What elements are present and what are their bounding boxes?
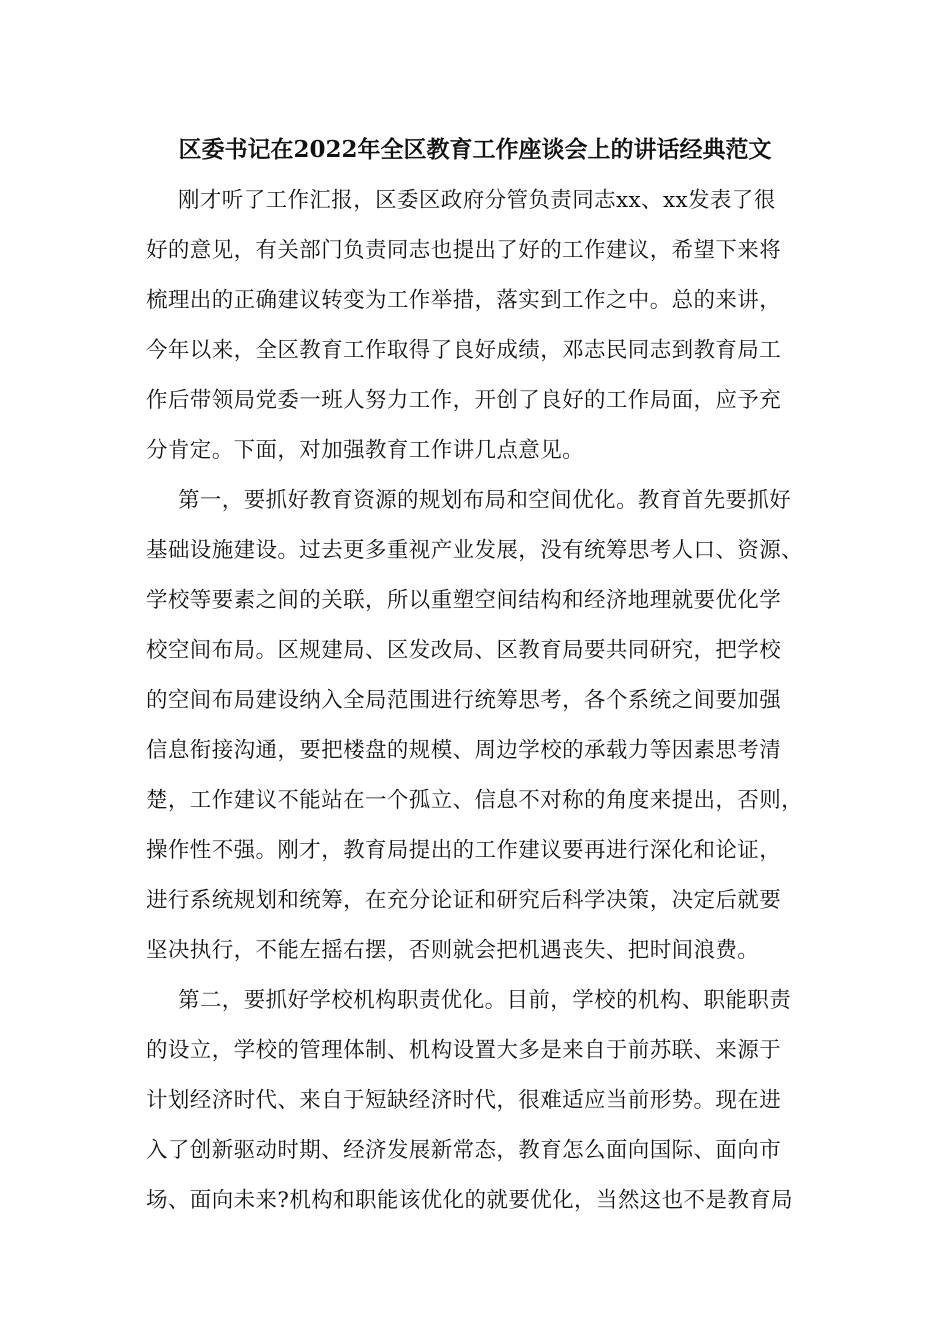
body-line: 好的意见，有关部门负责同志也提出了好的工作建议，希望下来将 — [146, 238, 782, 263]
body-line: 基础设施建设。过去更多重视产业发展，没有统筹思考人口、资源、 — [146, 538, 804, 563]
body-line: 第一，要抓好教育资源的规划布局和空间优化。教育首先要抓好 — [178, 488, 792, 513]
body-line: 刚才听了工作汇报，区委区政府分管负责同志xx、xx发表了很 — [178, 188, 776, 213]
body-line: 信息衔接沟通，要把楼盘的规模、周边学校的承载力等因素思考清 — [146, 738, 782, 763]
body-line: 今年以来，全区教育工作取得了良好成绩，邓志民同志到教育局工 — [146, 338, 782, 363]
body-line: 作后带领局党委一班人努力工作，开创了良好的工作局面，应予充 — [146, 388, 782, 413]
body-line: 坚决执行，不能左摇右摆，否则就会把机遇丧失、把时间浪费。 — [146, 938, 760, 963]
body-line: 计划经济时代、来自于短缺经济时代，很难适应当前形势。现在进 — [146, 1088, 782, 1113]
body-line: 第二，要抓好学校机构职责优化。目前，学校的机构、职能职责 — [178, 988, 792, 1013]
body-line: 分肯定。下面，对加强教育工作讲几点意见。 — [146, 438, 585, 463]
body-line: 学校等要素之间的关联，所以重塑空间结构和经济地理就要优化学 — [146, 588, 782, 613]
body-line: 梳理出的正确建议转变为工作举措，落实到工作之中。总的来讲， — [146, 288, 782, 313]
body-line: 的空间布局建设纳入全局范围进行统筹思考，各个系统之间要加强 — [146, 688, 782, 713]
body-line: 的设立，学校的管理体制、机构设置大多是来自于前苏联、来源于 — [146, 1038, 782, 1063]
body-line: 进行系统规划和统筹，在充分论证和研究后科学决策，决定后就要 — [146, 888, 782, 913]
body-line: 场、面向未来?机构和职能该优化的就要优化，当然这也不是教育局 — [146, 1188, 794, 1213]
body-line: 楚，工作建议不能站在一个孤立、信息不对称的角度来提出，否则， — [146, 788, 804, 813]
body-line: 入了创新驱动时期、经济发展新常态，教育怎么面向国际、面向市 — [146, 1138, 782, 1163]
document-title: 区委书记在2022年全区教育工作座谈会上的讲话经典范文 — [178, 136, 772, 163]
body-line: 校空间布局。区规建局、区发改局、区教育局要共同研究，把学校 — [146, 638, 782, 663]
body-line: 操作性不强。刚才，教育局提出的工作建议要再进行深化和论证， — [146, 838, 782, 863]
